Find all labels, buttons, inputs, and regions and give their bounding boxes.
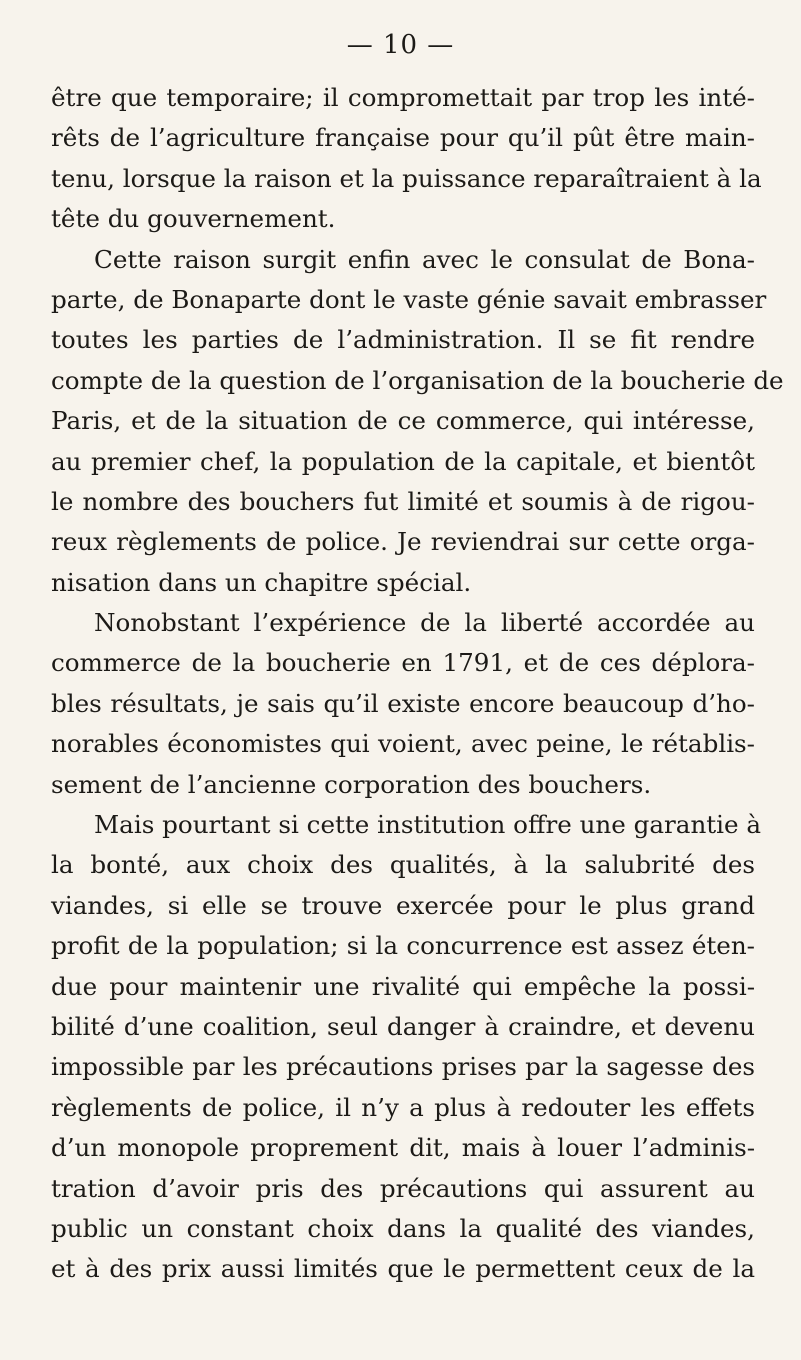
- text-line: au premier chef, la population de la capitale, et bientôt: [51, 446, 755, 476]
- text-line: le nombre des bouchers fut limité et soumis à de rigou-: [51, 486, 755, 516]
- page-number: — 10 —: [346, 30, 455, 60]
- text-line: règlements de police, il n’y a plus à redouter les effets: [51, 1092, 755, 1122]
- text-line: Cette raison surgit enfin avec le consulat de Bona-: [94, 244, 755, 274]
- text-line: bles résultats, je sais qu’il existe encore beaucoup d’ho-: [51, 688, 755, 718]
- text-line: la bonté, aux choix des qualités, à la salubrité des: [51, 850, 755, 880]
- text-line: public un constant choix dans la qualité des viandes,: [51, 1213, 755, 1243]
- text-line: rêts de l’agriculture française pour qu’il pût être main-: [51, 123, 755, 153]
- text-line: viandes, si elle se trouve exercée pour le plus grand: [51, 890, 755, 920]
- text-line: toutes les parties de l’administration. Il se fit rendre: [51, 325, 755, 355]
- text-line: être que temporaire; il compromettait par trop les inté-: [51, 83, 755, 112]
- text-line: d’un monopole proprement dit, mais à louer l’adminis-: [51, 1133, 755, 1163]
- text-line: compte de la question de l’organisation de la boucherie de: [51, 365, 784, 395]
- text-line: norables économistes qui voient, avec peine, le rétablis-: [51, 729, 755, 759]
- text-line: due pour maintenir une rivalité qui empêche la possi-: [51, 971, 755, 1001]
- text-line: tête du gouvernement.: [51, 204, 336, 234]
- text-line: reux règlements de police. Je reviendrai sur cette orga-: [51, 527, 755, 557]
- text-line: tration d’avoir pris des précautions qui assurent au: [51, 1173, 755, 1203]
- body-text: [51, 78, 784, 1290]
- text-line: Nonobstant l’expérience de la liberté accordée au: [94, 608, 755, 638]
- text-line: impossible par les précautions prises par la sagesse des: [51, 1052, 755, 1082]
- text-line: commerce de la boucherie en 1791, et de ces déplora-: [51, 648, 755, 678]
- text-line: sement de l’ancienne corporation des bouchers.: [51, 769, 652, 799]
- text-line: profit de la population; si la concurrence est assez éten-: [51, 931, 755, 961]
- text-line: Mais pourtant si cette institution offre une garantie à: [94, 810, 762, 840]
- text-line: nisation dans un chapitre spécial.: [51, 567, 472, 597]
- text-line: Paris, et de la situation de ce commerce, qui intéresse,: [51, 406, 755, 436]
- text-line: parte, de Bonaparte dont le vaste génie savait embrasser: [51, 284, 767, 314]
- text-line: et à des prix aussi limités que le permettent ceux de la: [51, 1254, 755, 1284]
- text-line: bilité d’une coalition, seul danger à craindre, et devenu: [51, 1011, 755, 1041]
- text-line: tenu, lorsque la raison et la puissance reparaîtraient à la: [51, 163, 762, 193]
